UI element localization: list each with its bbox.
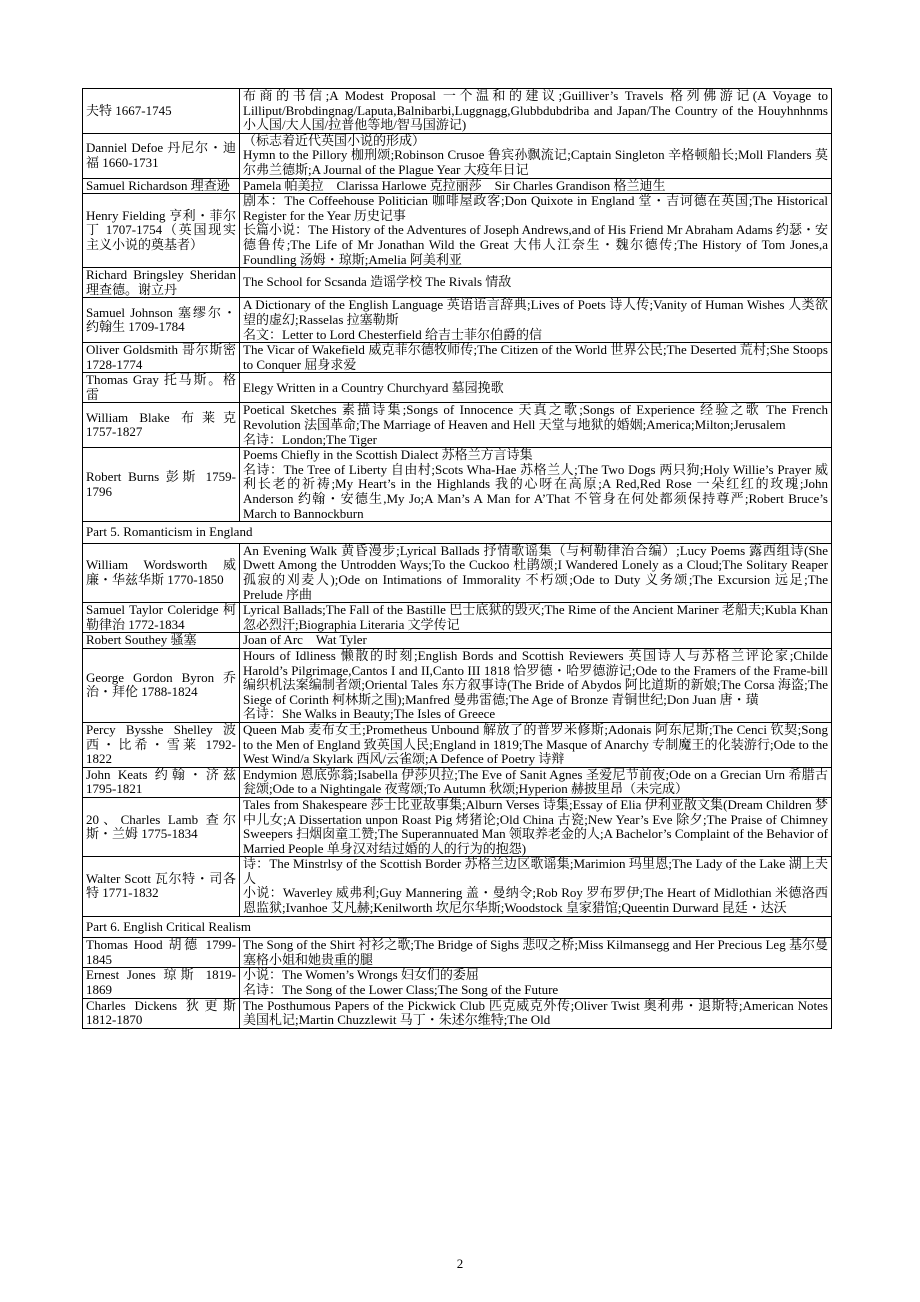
works-cell bbox=[240, 722, 832, 767]
works-text: 小说：Waverley 威弗利;Guy Mannering 盖・曼纳令;Rob Roy 罗布罗伊;The Heart of Midlothian 米德洛西恩监狱;Ivanhoe 艾凡赫;Kenilworth 坎尼尔华斯;Woodstock 皇家猎馆;Queentin Durward 昆廷・达沃 bbox=[243, 885, 828, 916]
table-row bbox=[83, 797, 832, 856]
works-text: Tales from Shakespeare 莎士比亚故事集;Alburn Verses 诗集;Essay of Elia 伊利亚散文集(Dream Children 梦中儿女;A Dissertation unpon Roast Pig 烤猪论;Old China 古瓷;New Year’s Eve 除夕;The Praise of Chimney Sweepers 扫烟囱童工赞;The Superannuated Man 领取养老金的人;A Bachelor’s Complaint of the Behavior of Married People 单身汉对结过婚的人的行为的抱怨) bbox=[243, 796, 828, 856]
table-row bbox=[83, 648, 832, 722]
works-cell bbox=[240, 767, 832, 797]
author-cell: George Gordon Byron 乔治・拜伦 1788-1824 bbox=[83, 648, 240, 722]
author-cell: Robert Southey 骚塞 bbox=[83, 633, 240, 649]
section-heading: Part 6. English Critical Realism bbox=[83, 916, 832, 938]
works-text: Poems Chiefly in the Scottish Dialect 苏格兰方言诗集 bbox=[243, 447, 533, 463]
works-text: 名诗：The Song of the Lower Class;The Song of the Future bbox=[243, 982, 559, 998]
author-cell: Walter Scott 瓦尔特・司各特 1771-1832 bbox=[83, 857, 240, 916]
works-text: Queen Mab 麦布女王;Prometheus Unbound 解放了的普罗米修斯;Adonais 阿东尼斯;The Cenci 钦契;Song to the Men of England 致英国人民;England in 1819;The Masque of Anarchy 专制魔王的化装游行;Ode to the West Wind/a Skylark 西风/云雀颂;A Defence of Poetry 诗辩 bbox=[243, 721, 828, 767]
table-row bbox=[83, 603, 832, 633]
works-text: The Vicar of Wakefield 威克菲尔德牧师传;The Citizen of the World 世界公民;The Deserted 荒村;She Stoops to Conquer 屈身求爱 bbox=[243, 342, 828, 372]
works-text: The Posthumous Papers of the Pickwick Club 匹克威克外传;Oliver Twist 奥利弗・退斯特;American Notes 美国札记;Martin Chuzzlewit 马丁・朱述尔维特;The Old bbox=[243, 997, 828, 1028]
works-cell bbox=[240, 89, 832, 134]
works-cell bbox=[240, 194, 832, 268]
works-cell bbox=[240, 938, 832, 968]
works-cell bbox=[240, 298, 832, 343]
works-text: Poetical Sketches 素描诗集;Songs of Innocence 天真之歌;Songs of Experience 经验之歌 The French Revolution 法国革命;The Marriage of Heaven and Hell 天堂与地狱的婚姻;America;Milton;Jerusalem bbox=[243, 402, 828, 433]
table-row bbox=[83, 373, 832, 403]
works-text: 名诗：She Walks in Beauty;The Isles of Greece bbox=[243, 706, 496, 722]
table-body bbox=[83, 89, 832, 1029]
works-text: 诗：The Minstrlsy of the Scottish Border 苏格兰边区歌谣集;Marimion 玛里恩;The Lady of the Lake 湖上夫人 bbox=[243, 856, 828, 886]
author-cell: Henry Fielding 亨利・菲尔丁 1707-1754（英国现实主义小说的奠基者） bbox=[83, 194, 240, 268]
author-cell: John Keats 约翰・济兹 1795-1821 bbox=[83, 767, 240, 797]
table-row bbox=[83, 767, 832, 797]
author-cell: Percy Bysshe Shelley 波西・比希・雪莱 1792-1822 bbox=[83, 722, 240, 767]
works-text: Hymn to the Pillory 枷刑颂;Robinson Crusoe 鲁宾孙飘流记;Captain Singleton 辛格顿船长;Moll Flanders 莫尔弗兰德斯;A Journal of the Plague Year 大疫年日记 bbox=[243, 147, 828, 177]
works-text: 布商的书信;A Modest Proposal 一个温和的建议;Guilliver’s Travels 格列佛游记(A Voyage to Lilliput/Brobdingnag/Laputa,Balnibarbi,Luggnagg,Glubbdubdriba and Japan/The Country of the Houyhnhnms 小人国/大人国/拉普他等地/智马国游记) bbox=[243, 88, 828, 133]
works-cell bbox=[240, 403, 832, 448]
works-cell bbox=[240, 998, 832, 1028]
table-row bbox=[83, 968, 832, 998]
author-cell: Oliver Goldsmith 哥尔斯密 1728-1774 bbox=[83, 343, 240, 373]
table-row bbox=[83, 633, 832, 649]
author-cell: 夫特 1667-1745 bbox=[83, 89, 240, 134]
works-cell bbox=[240, 268, 832, 298]
table-row bbox=[83, 722, 832, 767]
works-text: The School for Scsanda 造谣学校 The Rivals 情敌 bbox=[243, 274, 512, 290]
author-cell: Charles Dickens 狄更斯 1812-1870 bbox=[83, 998, 240, 1028]
works-cell bbox=[240, 133, 832, 178]
works-text: 名文：Letter to Lord Chesterfield 给吉士菲尔伯爵的信 bbox=[243, 326, 542, 342]
author-cell: William Blake 布莱克 1757-1827 bbox=[83, 403, 240, 448]
author-cell: Thomas Hood 胡德 1799-1845 bbox=[83, 938, 240, 968]
table-row bbox=[83, 998, 832, 1028]
author-cell: Samuel Taylor Coleridge 柯勒律治 1772-1834 bbox=[83, 603, 240, 633]
works-cell bbox=[240, 648, 832, 722]
table-row bbox=[83, 89, 832, 134]
works-cell bbox=[240, 857, 832, 916]
table-row bbox=[83, 268, 832, 298]
works-text: Joan of Arc Wat Tyler bbox=[243, 632, 367, 648]
author-cell: 20、Charles Lamb 查尔斯・兰姆 1775-1834 bbox=[83, 797, 240, 856]
works-text: Elegy Written in a Country Churchyard 墓园挽歌 bbox=[243, 379, 504, 395]
works-text: 长篇小说：The History of the Adventures of Joseph Andrews,and of His Friend Mr Abraham Adams 约瑟・安德鲁传;The Life of Mr Jonathan Wild the Great 大伟人江奈生・魏尔德传;The History of Tom Jones,a Foundling 汤姆・琼斯;Amelia 阿美利亚 bbox=[243, 222, 828, 267]
works-text: 剧本：The Coffeehouse Politician 咖啡屋政客;Don Quixote in England 堂・吉诃德在英国;The Historical Register for the Year 历史记事 bbox=[243, 193, 828, 223]
works-text: An Evening Walk 黄昏漫步;Lyrical Ballads 抒情歌谣集（与柯勒律治合编）;Lucy Poems 露西组诗(She Dwett Among the Untrodden Ways;To the Cuckoo 杜鹃颂;I Wandered Lonely as a Cloud;The Solitary Reaper 孤寂的刈麦人);Ode on Intimations of Immorality 不朽颂;Ode to Duty 义务颂;The Excursion 远足;The Prelude 序曲 bbox=[243, 542, 828, 602]
works-cell bbox=[240, 968, 832, 998]
table-row bbox=[83, 857, 832, 916]
author-cell: William Wordsworth 威廉・华兹华斯 1770-1850 bbox=[83, 543, 240, 602]
works-text: The Song of the Shirt 衬衫之歌;The Bridge of Sighs 悲叹之桥;Miss Kilmansegg and Her Precious Leg 基尔曼塞格小姐和她贵重的腿 bbox=[243, 937, 828, 967]
table-row bbox=[83, 133, 832, 178]
works-cell bbox=[240, 603, 832, 633]
table-row bbox=[83, 938, 832, 968]
works-text: A Dictionary of the English Language 英语语言辞典;Lives of Poets 诗人传;Vanity of Human Wishes 人类欲望的虚幻;Rasselas 拉塞勒斯 bbox=[243, 297, 828, 327]
works-cell bbox=[240, 797, 832, 856]
literature-table-page bbox=[82, 88, 831, 1029]
works-text: Endymion 恩底弥翁;Isabella 伊莎贝拉;The Eve of Sanit Agnes 圣爱尼节前夜;Ode on a Grecian Urn 希腊古瓮颂;Ode to a Nightingale 夜莺颂;To Autumn 秋颂;Hyperion 赫披里昂（未完成） bbox=[243, 766, 828, 797]
works-text: Hours of Idliness 懒散的时刻;English Bords and Scottish Reviewers 英国诗人与苏格兰评论家;Childe Harold’s Pilgrimage,Cantos I and II,Canto III 1818 恰罗德・哈罗德游记;Ode to the Framers of the Frame-bill 编织机法案编制者颂;Oriental Tales 东方叙事诗(The Bride of Abydos 阿比道斯的新娘;The Corsa 海盗;The Siege of Corinth 柯林斯之围);Manfred 曼弗雷德;The Age of Bronze 青铜世纪;Don Juan 唐・璜 bbox=[243, 647, 828, 707]
works-text: （标志着近代英国小说的形成） bbox=[243, 132, 426, 148]
author-cell: Danniel Defoe 丹尼尔・迪福 1660-1731 bbox=[83, 133, 240, 178]
works-cell bbox=[240, 343, 832, 373]
author-cell: Samuel Johnson 塞缪尔・约翰生 1709-1784 bbox=[83, 298, 240, 343]
works-text: 名诗：The Tree of Liberty 自由村;Scots Wha-Hae 苏格兰人;The Two Dogs 两只狗;Holy Willie’s Prayer 威利长老的祈祷;My Heart’s in the Highlands 我的心呀在高原;A Red,Red Rose 一朵红红的玫瑰;John Anderson 约翰・安德生,My Jo;A Man’s A Man for A’That 不管身在何处都须保持尊严;Robert Bruce’s March to Bannockburn bbox=[243, 461, 828, 521]
author-works-table bbox=[82, 88, 832, 1029]
works-text: Lyrical Ballads;The Fall of the Bastille 巴士底狱的毁灭;The Rime of the Ancient Mariner 老船夫;Kubla Khan 忽必烈汗;Biographia Literaria 文学传记 bbox=[243, 602, 828, 632]
works-cell bbox=[240, 373, 832, 403]
table-row bbox=[83, 403, 832, 448]
author-cell: Richard Bringsley Sheridan 理查德。谢立丹 bbox=[83, 268, 240, 298]
table-row bbox=[83, 178, 832, 194]
table-row bbox=[83, 194, 832, 268]
author-cell: Ernest Jones 琼斯 1819-1869 bbox=[83, 968, 240, 998]
works-cell bbox=[240, 178, 832, 194]
author-cell: Thomas Gray 托马斯。格雷 bbox=[83, 373, 240, 403]
works-cell bbox=[240, 633, 832, 649]
works-text: 小说：The Women’s Wrongs 妇女们的委屈 bbox=[243, 967, 479, 983]
table-row bbox=[83, 543, 832, 602]
section-row bbox=[83, 522, 832, 544]
works-text: Pamela 帕美拉 Clarissa Harlowe 克拉丽莎 Sir Charles Grandison 格兰迪生 bbox=[243, 177, 666, 193]
table-row bbox=[83, 343, 832, 373]
author-cell: Samuel Richardson 理查逊 bbox=[83, 178, 240, 194]
works-cell bbox=[240, 543, 832, 602]
author-cell: Robert Burns 彭斯 1759-1796 bbox=[83, 448, 240, 522]
table-row bbox=[83, 298, 832, 343]
works-text: 名诗：London;The Tiger bbox=[243, 431, 377, 447]
section-row bbox=[83, 916, 832, 938]
section-heading: Part 5. Romanticism in England bbox=[83, 522, 832, 544]
page-number: 2 bbox=[456, 1256, 464, 1271]
works-cell bbox=[240, 448, 832, 522]
table-row bbox=[83, 448, 832, 522]
